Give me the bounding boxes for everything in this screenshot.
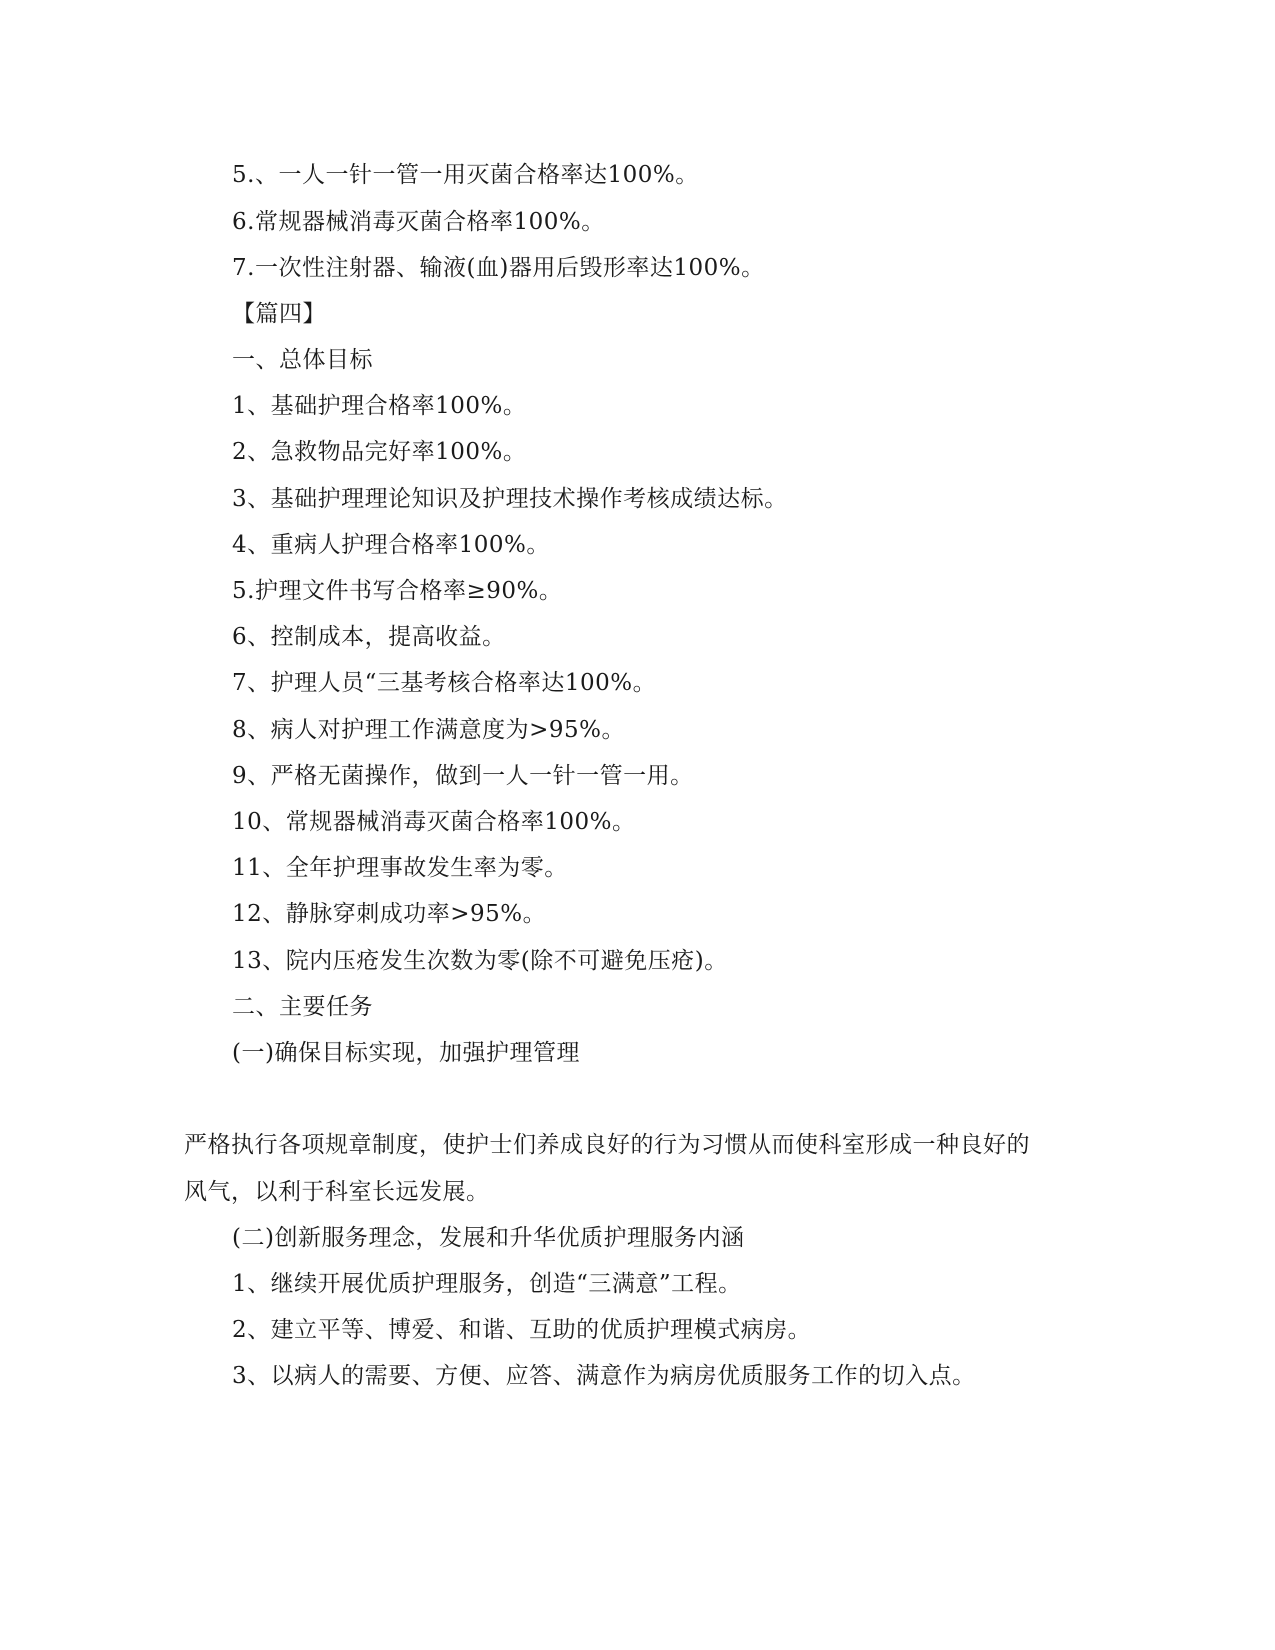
text-line: 6.常规器械消毒灭菌合格率100%。 bbox=[232, 209, 605, 235]
text-line: 10、常规器械消毒灭菌合格率100%。 bbox=[232, 809, 636, 835]
text-line: 5.、一人一针一管一用灭菌合格率达100%。 bbox=[232, 162, 699, 188]
text-line: 二、主要任务 bbox=[232, 994, 373, 1020]
section-heading: 【篇四】 bbox=[232, 301, 326, 327]
text-line: 3、基础护理理论知识及护理技术操作考核成绩达标。 bbox=[232, 486, 788, 512]
text-line: 9、严格无菌操作，做到一人一针一管一用。 bbox=[232, 763, 694, 789]
text-line: 3、以病人的需要、方便、应答、满意作为病房优质服务工作的切入点。 bbox=[232, 1363, 976, 1389]
text-line: 4、重病人护理合格率100%。 bbox=[232, 532, 550, 558]
text-line: 7、护理人员“三基考核合格率达100%。 bbox=[232, 670, 657, 696]
text-line: 8、病人对护理工作满意度为>95%。 bbox=[232, 717, 626, 743]
text-line: 1、继续开展优质护理服务，创造“三满意”工程。 bbox=[232, 1271, 742, 1297]
text-line: 13、院内压疮发生次数为零(除不可避免压疮)。 bbox=[232, 948, 728, 974]
text-line: 2、急救物品完好率100%。 bbox=[232, 439, 527, 465]
text-line: 1、基础护理合格率100%。 bbox=[232, 393, 527, 419]
text-line: 风气，以利于科室长远发展。 bbox=[184, 1179, 490, 1205]
text-line: (二)创新服务理念，发展和升华优质护理服务内涵 bbox=[232, 1225, 745, 1251]
text-line: 严格执行各项规章制度，使护士们养成良好的行为习惯从而使科室形成一种良好的 bbox=[184, 1132, 1030, 1158]
text-line: 12、静脉穿刺成功率>95%。 bbox=[232, 901, 547, 927]
text-line: 5.护理文件书写合格率≥90%。 bbox=[232, 578, 563, 604]
text-line: 一、总体目标 bbox=[232, 347, 373, 373]
text-line: 11、全年护理事故发生率为零。 bbox=[232, 855, 568, 881]
text-line: 7.一次性注射器、输液(血)器用后毁形率达100%。 bbox=[232, 255, 765, 281]
text-line: (一)确保目标实现，加强护理管理 bbox=[232, 1040, 580, 1066]
text-line: 2、建立平等、博爱、和谐、互助的优质护理模式病房。 bbox=[232, 1317, 812, 1343]
text-line: 6、控制成本，提高收益。 bbox=[232, 624, 506, 650]
